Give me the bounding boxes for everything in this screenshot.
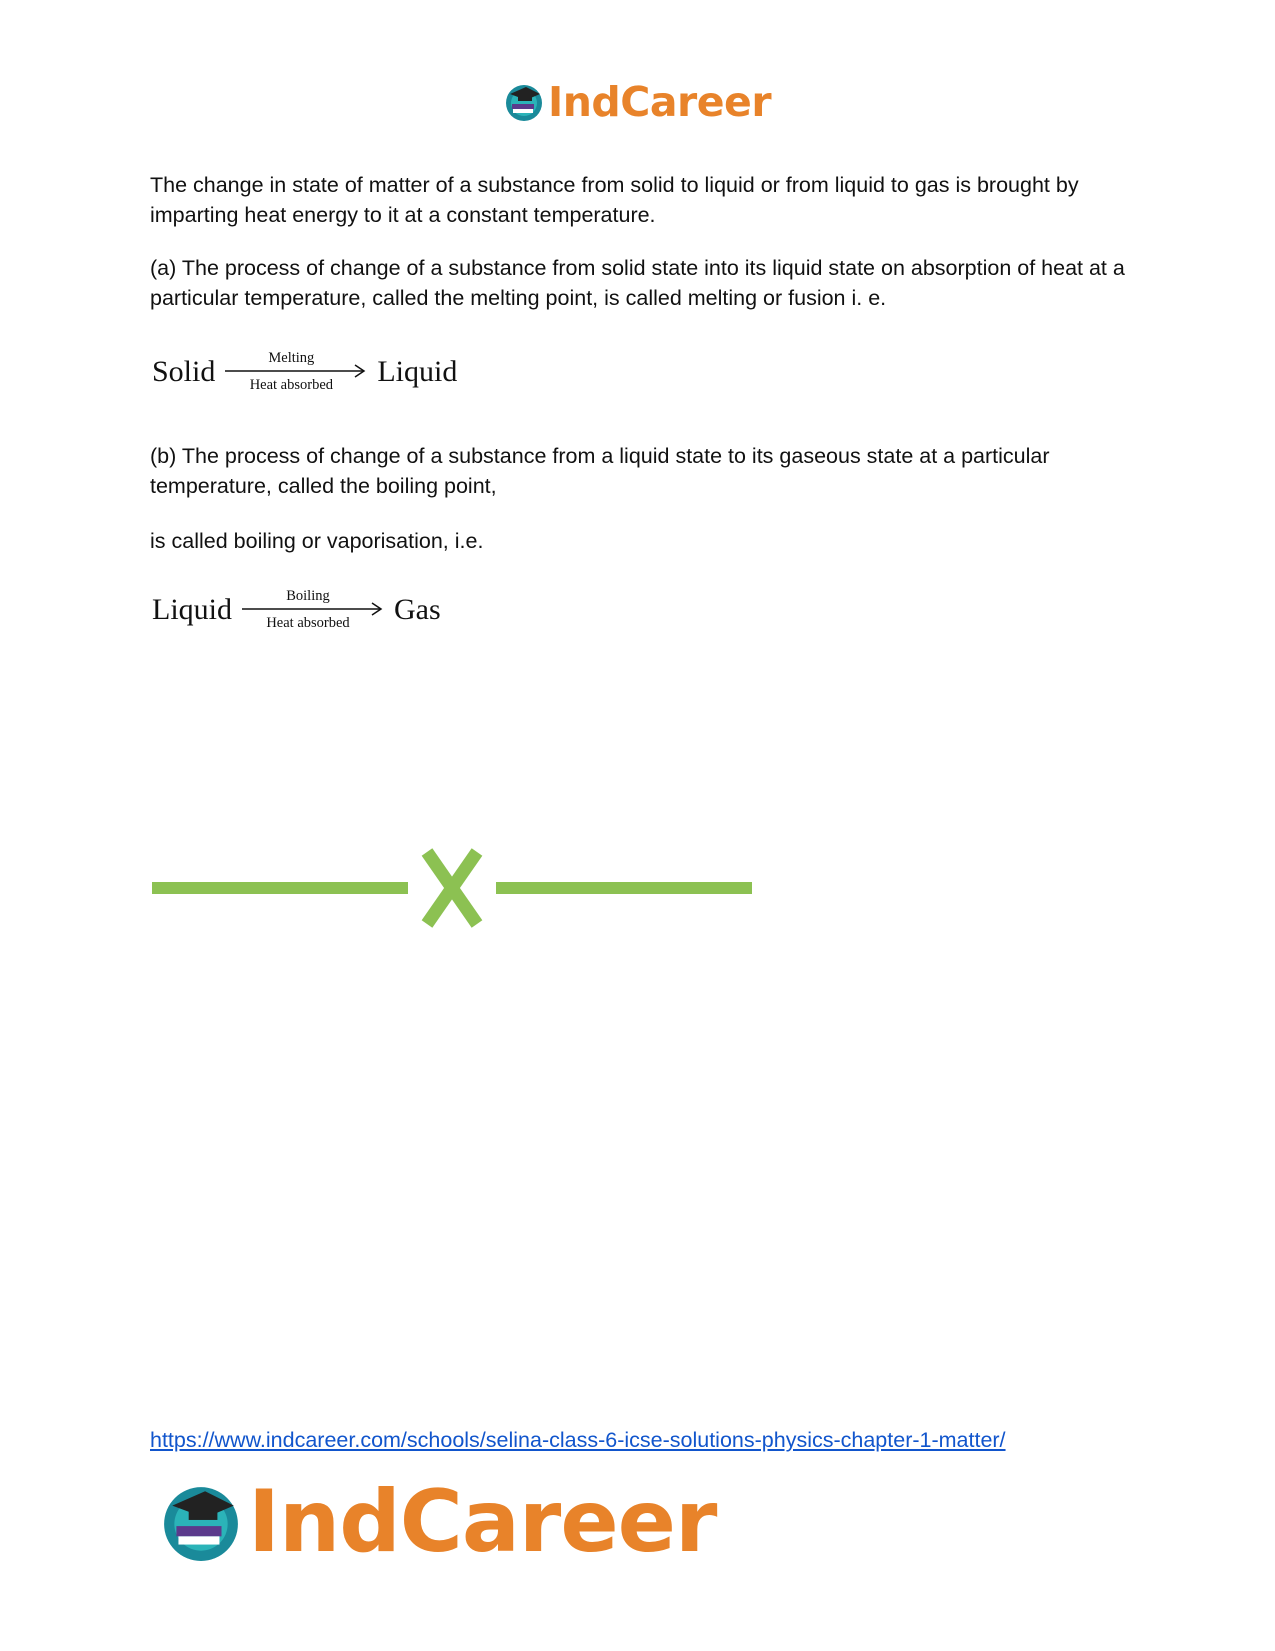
x-mark-icon: [427, 852, 477, 924]
right-arrow-icon: [242, 602, 384, 616]
right-arrow-icon: [225, 364, 367, 378]
boiling-continuation: is called boiling or vaporisation, i.e.: [150, 529, 484, 553]
melting-equation: [152, 350, 457, 394]
arrow-condition-above: Boiling: [286, 588, 330, 604]
graduation-cap-logo-icon: [160, 1481, 242, 1563]
boiling-equation: [152, 588, 441, 632]
equation-to: Gas: [394, 593, 441, 626]
logo-wordmark: IndCareer: [547, 78, 772, 126]
reaction-arrow: [242, 588, 384, 632]
graduation-cap-logo-icon: [504, 82, 544, 122]
logo-wordmark: IndCareer: [248, 1472, 717, 1572]
arrow-condition-below: Heat absorbed: [249, 377, 334, 393]
header-logo: [0, 78, 1275, 126]
arrow-condition-above: Melting: [268, 350, 315, 366]
footer-logo: [160, 1472, 716, 1572]
source-url-link[interactable]: https://www.indcareer.com/schools/selina-class-6-icse-solutions-physics-chapter-1-matter/: [150, 1428, 1006, 1452]
intro-paragraph: The change in state of matter of a substance from solid to liquid or from liquid to gas is brought by imparting heat energy to it at a constant temperature.: [150, 173, 1079, 227]
equation-to: Liquid: [377, 355, 458, 388]
reaction-arrow: [225, 350, 367, 394]
equation-from: Solid: [152, 355, 216, 388]
melting-paragraph: (a) The process of change of a substance from solid state into its liquid state on absorption of heat at a particular temperature, called the melting point, is called melting or fusion i. e.: [150, 256, 1125, 310]
arrow-condition-below: Heat absorbed: [266, 615, 350, 631]
boiling-paragraph: (b) The process of change of a substance from a liquid state to its gaseous state at a particular temperature, called the boiling point,: [150, 444, 1050, 498]
section-divider: [150, 848, 760, 928]
equation-from: Liquid: [152, 593, 232, 626]
